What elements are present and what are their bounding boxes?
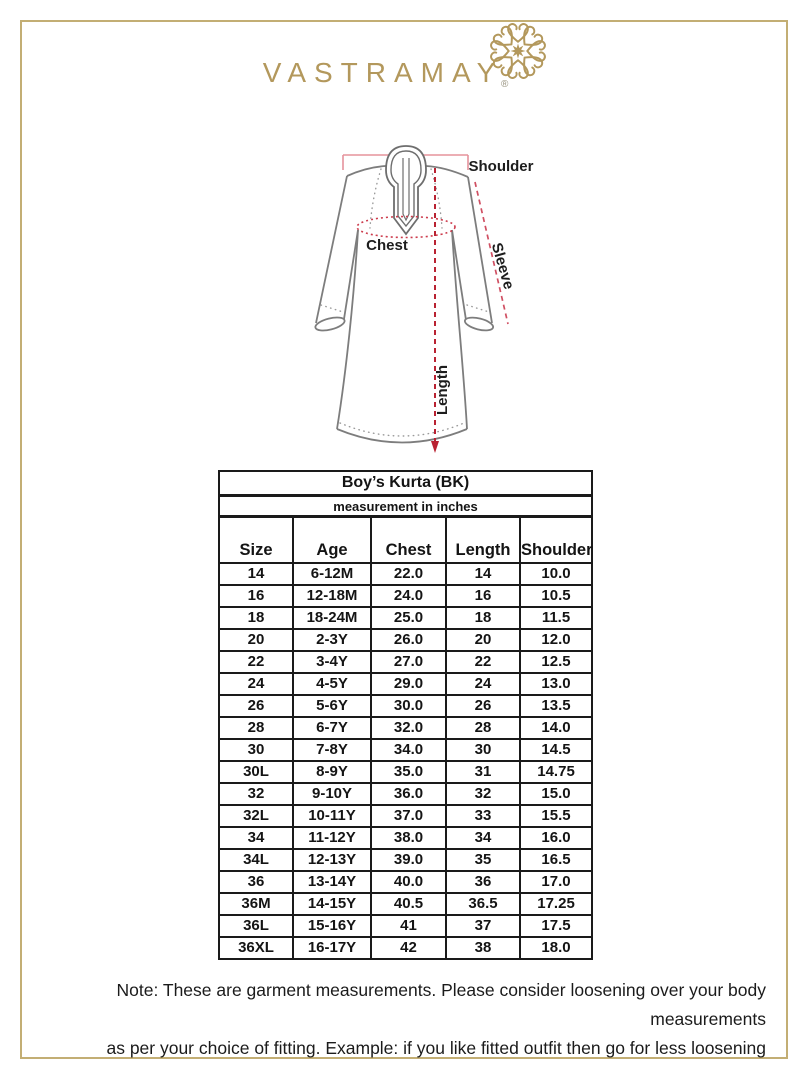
measurement-note — [40, 976, 766, 1063]
size-cell: 39.0 — [371, 849, 446, 871]
size-cell: 36M — [219, 893, 293, 915]
size-cell: 34.0 — [371, 739, 446, 761]
size-row — [219, 585, 592, 607]
size-cell: 30 — [219, 739, 293, 761]
size-cell: 29.0 — [371, 673, 446, 695]
size-rows — [219, 563, 592, 959]
size-cell: 22 — [446, 651, 520, 673]
size-cell: 25.0 — [371, 607, 446, 629]
size-cell: 36 — [446, 871, 520, 893]
size-row — [219, 695, 592, 717]
size-cell: 18 — [219, 607, 293, 629]
length-column-header: Length — [446, 517, 520, 564]
size-row — [219, 607, 592, 629]
size-cell: 5-6Y — [293, 695, 371, 717]
kurta-collar — [386, 146, 426, 234]
length-label: Length — [434, 365, 451, 415]
size-cell: 12.5 — [520, 651, 592, 673]
size-cell: 13.0 — [520, 673, 592, 695]
size-cell: 30.0 — [371, 695, 446, 717]
size-cell: 22 — [219, 651, 293, 673]
size-cell: 18 — [446, 607, 520, 629]
size-cell: 17.5 — [520, 915, 592, 937]
brand-ornament-icon — [487, 22, 549, 80]
size-cell: 18-24M — [293, 607, 371, 629]
registered-trademark-mark: ® — [501, 79, 509, 90]
size-cell: 32.0 — [371, 717, 446, 739]
size-chart-table — [218, 470, 593, 960]
note-line-1: Note: These are garment measurements. Please consider loosening over your body measurements — [116, 980, 766, 1029]
size-cell: 33 — [446, 805, 520, 827]
brand-name: VASTRAMAY — [262, 57, 504, 88]
size-cell: 22.0 — [371, 563, 446, 585]
size-cell: 16-17Y — [293, 937, 371, 959]
size-cell: 41 — [371, 915, 446, 937]
kurta-measurement-diagram — [275, 138, 540, 470]
size-row — [219, 739, 592, 761]
size-cell: 34L — [219, 849, 293, 871]
size-cell: 16.0 — [520, 827, 592, 849]
size-row — [219, 849, 592, 871]
size-cell: 14-15Y — [293, 893, 371, 915]
size-cell: 37.0 — [371, 805, 446, 827]
sleeve-label: Sleeve — [487, 240, 518, 292]
size-cell: 31 — [446, 761, 520, 783]
column-header-row — [219, 517, 592, 564]
size-cell: 8-9Y — [293, 761, 371, 783]
size-cell: 26.0 — [371, 629, 446, 651]
size-row — [219, 937, 592, 959]
table-subtitle: measurement in inches — [219, 496, 592, 517]
size-cell: 15-16Y — [293, 915, 371, 937]
size-cell: 40.5 — [371, 893, 446, 915]
shoulder-label: Shoulder — [468, 158, 534, 175]
size-cell: 12-18M — [293, 585, 371, 607]
size-cell: 16 — [446, 585, 520, 607]
size-cell: 17.0 — [520, 871, 592, 893]
shoulder-column-header: Shoulder — [520, 517, 592, 564]
size-cell: 42 — [371, 937, 446, 959]
size-cell: 16.5 — [520, 849, 592, 871]
size-cell: 36.0 — [371, 783, 446, 805]
size-cell: 10.0 — [520, 563, 592, 585]
size-cell: 12-13Y — [293, 849, 371, 871]
chest-column-header: Chest — [371, 517, 446, 564]
size-cell: 38 — [446, 937, 520, 959]
size-cell: 24 — [219, 673, 293, 695]
size-cell: 9-10Y — [293, 783, 371, 805]
size-cell: 7-8Y — [293, 739, 371, 761]
size-cell: 14 — [219, 563, 293, 585]
size-cell: 38.0 — [371, 827, 446, 849]
size-row — [219, 651, 592, 673]
size-cell: 11.5 — [520, 607, 592, 629]
size-cell: 17.25 — [520, 893, 592, 915]
size-row — [219, 783, 592, 805]
size-cell: 24.0 — [371, 585, 446, 607]
size-cell: 13.5 — [520, 695, 592, 717]
size-cell: 15.0 — [520, 783, 592, 805]
size-cell: 18.0 — [520, 937, 592, 959]
size-cell: 27.0 — [371, 651, 446, 673]
size-row — [219, 915, 592, 937]
size-cell: 10.5 — [520, 585, 592, 607]
size-cell: 36 — [219, 871, 293, 893]
size-cell: 6-7Y — [293, 717, 371, 739]
size-cell: 28 — [219, 717, 293, 739]
size-row — [219, 673, 592, 695]
size-row — [219, 629, 592, 651]
size-row — [219, 805, 592, 827]
size-row — [219, 871, 592, 893]
size-cell: 4-5Y — [293, 673, 371, 695]
size-cell: 6-12M — [293, 563, 371, 585]
size-cell: 36XL — [219, 937, 293, 959]
size-cell: 14.5 — [520, 739, 592, 761]
size-row — [219, 717, 592, 739]
size-cell: 35 — [446, 849, 520, 871]
size-cell: 14 — [446, 563, 520, 585]
size-cell: 16 — [219, 585, 293, 607]
size-cell: 35.0 — [371, 761, 446, 783]
size-row — [219, 563, 592, 585]
length-arrowhead — [431, 441, 439, 453]
size-cell: 12.0 — [520, 629, 592, 651]
size-row — [219, 761, 592, 783]
size-cell: 13-14Y — [293, 871, 371, 893]
size-cell: 34 — [446, 827, 520, 849]
size-cell: 26 — [446, 695, 520, 717]
size-cell: 11-12Y — [293, 827, 371, 849]
size-cell: 32 — [219, 783, 293, 805]
size-cell: 32 — [446, 783, 520, 805]
size-column-header: Size — [219, 517, 293, 564]
table-title: Boy’s Kurta (BK) — [219, 471, 592, 496]
size-row — [219, 827, 592, 849]
size-cell: 30L — [219, 761, 293, 783]
size-row — [219, 893, 592, 915]
size-cell: 36.5 — [446, 893, 520, 915]
size-cell: 34 — [219, 827, 293, 849]
size-cell: 26 — [219, 695, 293, 717]
size-cell: 3-4Y — [293, 651, 371, 673]
size-cell: 36L — [219, 915, 293, 937]
size-cell: 32L — [219, 805, 293, 827]
size-cell: 28 — [446, 717, 520, 739]
note-line-2: as per your choice of fitting. Example: if you like fitted outfit then go for less loosening — [106, 1038, 766, 1058]
size-cell: 20 — [446, 629, 520, 651]
size-cell: 14.0 — [520, 717, 592, 739]
size-cell: 30 — [446, 739, 520, 761]
size-cell: 24 — [446, 673, 520, 695]
size-cell: 40.0 — [371, 871, 446, 893]
chest-label: Chest — [366, 237, 408, 254]
size-cell: 20 — [219, 629, 293, 651]
size-cell: 2-3Y — [293, 629, 371, 651]
age-column-header: Age — [293, 517, 371, 564]
size-cell: 15.5 — [520, 805, 592, 827]
size-cell: 14.75 — [520, 761, 592, 783]
size-cell: 37 — [446, 915, 520, 937]
size-cell: 10-11Y — [293, 805, 371, 827]
